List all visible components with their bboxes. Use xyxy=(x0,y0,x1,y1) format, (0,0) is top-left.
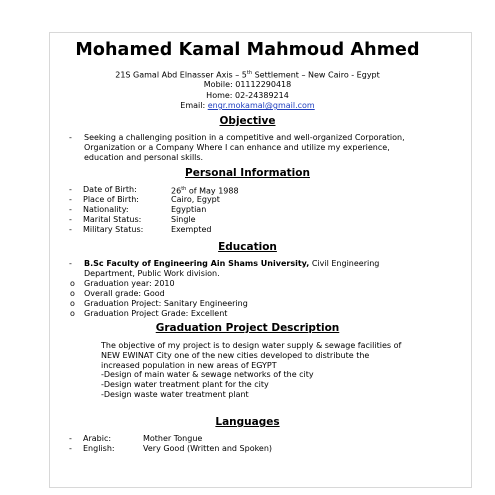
degree-field: Civil Engineering xyxy=(309,259,380,268)
education-detail: Graduation Project: Sanitary Engineering xyxy=(84,299,248,308)
address-ordinal: th xyxy=(246,70,253,76)
personal-value: Exempted xyxy=(171,225,212,234)
personal-label: Military Status: xyxy=(83,225,144,234)
email-line xyxy=(0,100,495,111)
education-detail: Graduation year: 2010 xyxy=(84,279,175,288)
personal-value: Egyptian xyxy=(171,205,207,214)
candidate-name: Mohamed Kamal Mahmoud Ahmed xyxy=(75,40,420,60)
degree-institution: B.Sc Faculty of Engineering Ain Shams University, xyxy=(84,259,310,268)
project-text-line: The objective of my project is to design water supply & sewage facilities of xyxy=(101,341,402,350)
personal-bullet: - xyxy=(69,195,72,204)
education-detail: Overall grade: Good xyxy=(84,289,165,298)
language-level: Very Good (Written and Spoken) xyxy=(143,444,273,453)
objective-text-line: education and personal skills. xyxy=(84,153,204,162)
mobile-line: Mobile: 01112290418 xyxy=(203,80,292,89)
project-text-line: NEW EWINAT City one of the new cities developed to distribute the xyxy=(101,351,370,360)
language-bullet: - xyxy=(69,444,72,453)
language-bullet: - xyxy=(69,434,72,443)
personal-bullet: - xyxy=(69,225,72,234)
project-text-line: -Design waste water treatment plant xyxy=(101,390,249,399)
objective-text-line: Seeking a challenging position in a competitive and well-organized Corporation, xyxy=(84,133,405,142)
education-detail-bullet: o xyxy=(70,279,75,288)
education-detail-bullet: o xyxy=(70,289,75,298)
home-phone-line: Home: 02-24389214 xyxy=(206,91,289,100)
address-suffix: Settlement – New Cairo - Egypt xyxy=(252,70,380,80)
languages-heading: Languages xyxy=(215,416,280,428)
personal-label: Nationality: xyxy=(83,205,129,214)
personal-bullet: - xyxy=(69,205,72,214)
personal-bullet: - xyxy=(69,215,72,224)
email-link[interactable]: engr.mokamal@gmail.com xyxy=(207,101,315,110)
education-bullet: - xyxy=(69,259,72,268)
project-text-line: increased population in new areas of EGYPT xyxy=(101,361,277,370)
language-level: Mother Tongue xyxy=(143,434,203,443)
degree-line: Department, Public Work division. xyxy=(84,269,220,278)
project-heading: Graduation Project Description xyxy=(155,322,340,334)
education-heading: Education xyxy=(218,241,277,253)
objective-heading: Objective xyxy=(219,115,276,127)
language-name: English: xyxy=(83,444,115,453)
language-name: Arabic: xyxy=(83,434,112,443)
personal-value: 26th of May 1988 xyxy=(171,186,239,196)
personal-label: Place of Birth: xyxy=(83,195,139,204)
email-label: Email: xyxy=(180,101,208,110)
education-detail-bullet: o xyxy=(70,299,75,308)
personal-label: Date of Birth: xyxy=(83,185,137,194)
personal-value: Single xyxy=(171,215,196,224)
personal-value: Cairo, Egypt xyxy=(171,195,220,204)
project-text-line: -Design of main water & sewage networks of the city xyxy=(101,370,314,379)
address-prefix: 21S Gamal Abd Elnasser Axis – 5 xyxy=(115,70,247,80)
personal-label: Marital Status: xyxy=(83,215,142,224)
project-text-line: -Design water treatment plant for the city xyxy=(101,380,269,389)
personal-info-heading: Personal Information xyxy=(185,167,310,179)
education-detail: Graduation Project Grade: Excellent xyxy=(84,309,228,318)
objective-text-line: Organization or a Company Where I can enhance and utilize my experience, xyxy=(84,143,390,152)
objective-bullet: - xyxy=(69,133,72,142)
personal-bullet: - xyxy=(69,185,72,194)
education-detail-bullet: o xyxy=(70,309,75,318)
